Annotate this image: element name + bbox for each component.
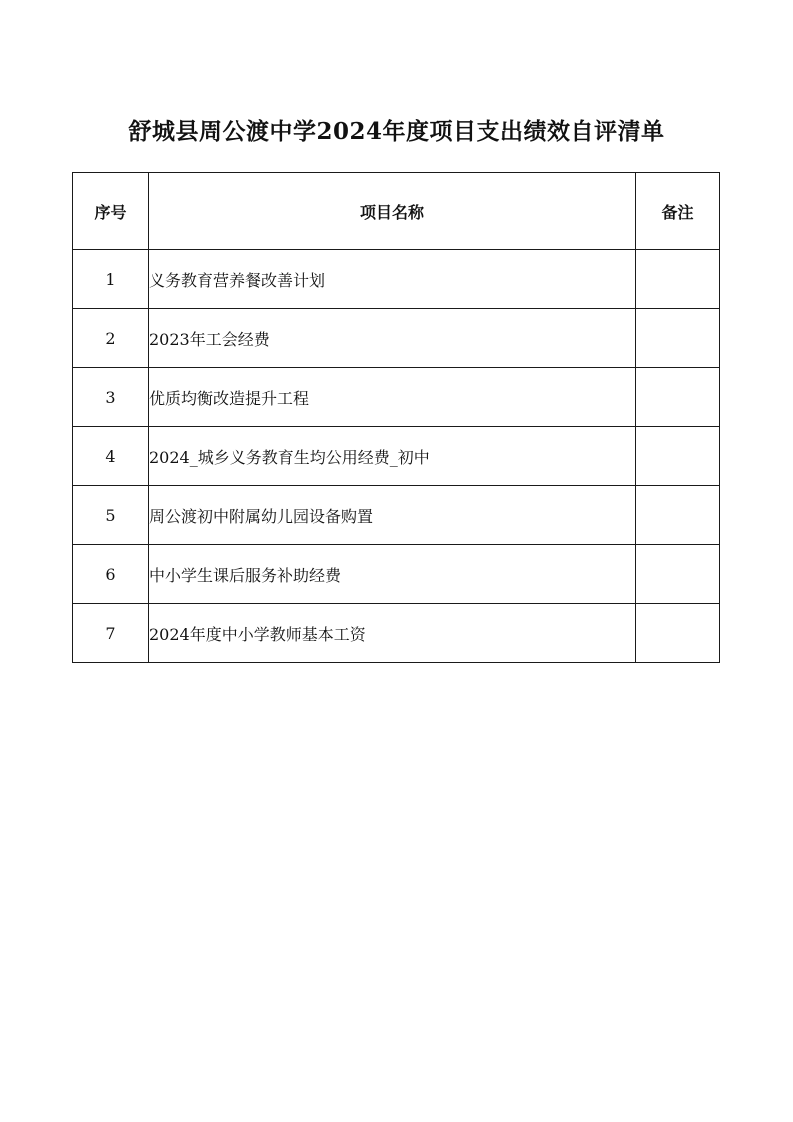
table-row xyxy=(73,545,720,604)
cell-note xyxy=(636,250,720,309)
cell-name: 周公渡初中附属幼儿园设备购置 xyxy=(149,486,636,545)
cell-no: 1 xyxy=(73,250,149,309)
cell-no: 3 xyxy=(73,368,149,427)
cell-no: 5 xyxy=(73,486,149,545)
cell-note xyxy=(636,604,720,663)
table-header xyxy=(73,173,720,250)
header-no: 序号 xyxy=(73,173,149,250)
project-list-table xyxy=(72,172,720,663)
cell-note xyxy=(636,486,720,545)
cell-no: 6 xyxy=(73,545,149,604)
cell-name: 优质均衡改造提升工程 xyxy=(149,368,636,427)
cell-note xyxy=(636,309,720,368)
table-row xyxy=(73,368,720,427)
cell-name: 2024年度中小学教师基本工资 xyxy=(149,604,636,663)
cell-no: 2 xyxy=(73,309,149,368)
cell-name: 2024_城乡义务教育生均公用经费_初中 xyxy=(149,427,636,486)
cell-no: 7 xyxy=(73,604,149,663)
table-row xyxy=(73,604,720,663)
table-row xyxy=(73,250,720,309)
header-note: 备注 xyxy=(636,173,720,250)
cell-name: 义务教育营养餐改善计划 xyxy=(149,250,636,309)
table-row xyxy=(73,486,720,545)
table-row xyxy=(73,309,720,368)
header-row xyxy=(73,173,720,250)
cell-note xyxy=(636,427,720,486)
cell-note xyxy=(636,545,720,604)
document-title: 舒城县周公渡中学2024年度项目支出绩效自评清单 xyxy=(128,118,665,145)
cell-name: 2023年工会经费 xyxy=(149,309,636,368)
cell-note xyxy=(636,368,720,427)
table-body xyxy=(73,250,720,663)
header-name: 项目名称 xyxy=(149,173,636,250)
table-row xyxy=(73,427,720,486)
cell-name: 中小学生课后服务补助经费 xyxy=(149,545,636,604)
cell-no: 4 xyxy=(73,427,149,486)
